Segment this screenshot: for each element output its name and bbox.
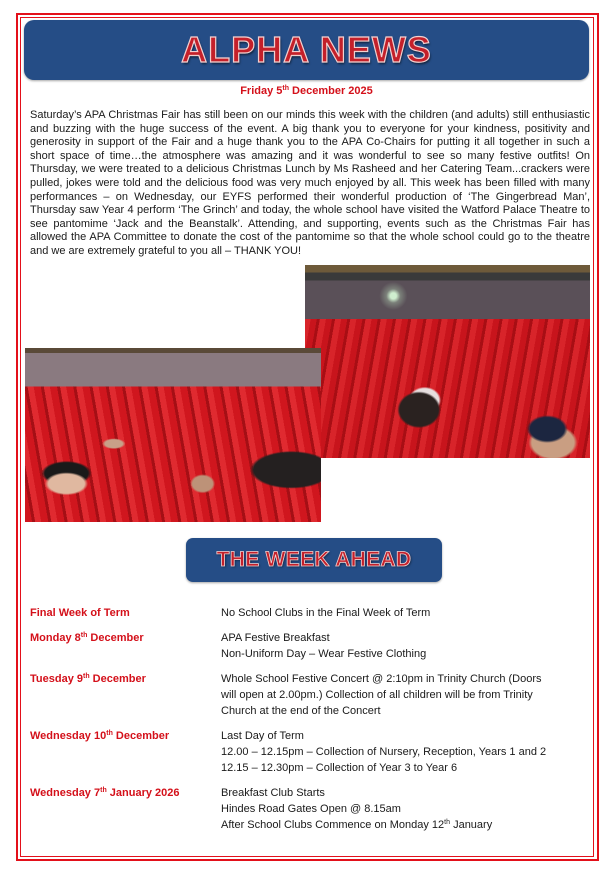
schedule-day-label [30,605,221,621]
week-ahead-schedule [30,605,590,842]
schedule-day-text: Wednesday 7 [30,787,101,799]
schedule-day-sup: th [83,673,90,680]
issue-date-sup: th [282,85,289,92]
schedule-day-suffix: January 2026 [106,787,180,799]
week-ahead-title: THE WEEK AHEAD [216,548,412,571]
schedule-detail-line: 12.15 – 12.30pm – Collection of Year 3 to Year 6 [221,762,458,774]
schedule-day-label [30,728,221,776]
schedule-row [30,605,590,621]
schedule-detail-line: Breakfast Club Starts [221,787,325,799]
schedule-day-sup: th [100,787,107,794]
week-ahead-banner [186,538,442,582]
schedule-detail-line [221,817,590,833]
schedule-row [30,785,590,833]
issue-date-suffix: December 2025 [289,85,373,97]
issue-date-prefix: Friday 5 [240,85,283,97]
schedule-detail-text: After School Clubs Commence on Monday 12 [221,819,445,831]
theatre-audience-photo-right [305,265,590,458]
schedule-day-label [30,785,221,833]
schedule-detail-line: Last Day of Term [221,730,304,742]
schedule-day-label [30,671,221,719]
schedule-day-text: Final Week of Term [30,607,130,619]
theatre-audience-photo-left [25,348,321,522]
schedule-detail-line: 12.00 – 12.15pm – Collection of Nursery, Reception, Years 1 and 2 [221,746,547,758]
schedule-row [30,728,590,776]
schedule-day-suffix: December [89,673,146,685]
schedule-details [221,785,590,833]
schedule-detail-line: Non-Uniform Day – Wear Festive Clothing [221,648,427,660]
schedule-day-sup: th [80,632,88,639]
schedule-day-label [30,630,221,662]
schedule-day-text: Monday 8 [30,632,81,644]
schedule-day-suffix: December [87,632,144,644]
schedule-day-text: Wednesday 10 [30,730,107,742]
schedule-day-sup: th [106,730,113,737]
schedule-row [30,671,590,719]
newsletter-title-banner [24,20,589,80]
schedule-detail-line: Whole School Festive Concert @ 2:10pm in Trinity Church (Doors will open at 2.00pm.) Collection of all children will be from Trinity Church at the end of the Concert [221,673,542,717]
newsletter-title: ALPHA NEWS [181,29,432,70]
schedule-day-text: Tuesday 9 [30,673,83,685]
schedule-detail-sup: th [444,819,451,826]
schedule-details [221,671,590,719]
schedule-detail-line: APA Festive Breakfast [221,632,330,644]
schedule-details [221,605,590,621]
schedule-detail-suffix: January [450,819,493,831]
schedule-row [30,630,590,662]
schedule-day-suffix: December [112,730,170,742]
schedule-details [221,630,590,662]
schedule-detail-line: No School Clubs in the Final Week of Term [221,607,431,619]
issue-date [0,85,613,97]
schedule-details [221,728,590,776]
article-body: Saturday’s APA Christmas Fair has still been on our minds this week with the children (and adults) still enthusiastic and buzzing with the huge success of the event. A big thank you to everyone for your kindness, positivity and generosity in support of the Fair and a huge thank you to the APA Co-Chairs for putting it all together in such a short space of time…the atmosphere was amazing and it was wonderful to see so many festive outfits! On Thursday, we were treated to a delicious Christmas Lunch by Ms Rasheed and her Catering Team...crackers were pulled, jokes were told and the delicious food was very much enjoyed by all. This week has been filled with many performances – on Wednesday, our EYFS performed their wonderful production of ‘The Gingerbread Man’, Thursday saw Year 4 perform ‘The Grinch’ and today, the whole school have visited the Watford Palace Theatre to see pantomime ‘Jack and the Beanstalk’. Attending, and supporting, events such as the Christmas Fair has allowed the APA Committee to donate the cost of the pantomime so that the whole school could go to the theatre and we are extremely grateful to you all – THANK YOU! [30,109,590,257]
schedule-detail-line: Hindes Road Gates Open @ 8.15am [221,803,401,815]
